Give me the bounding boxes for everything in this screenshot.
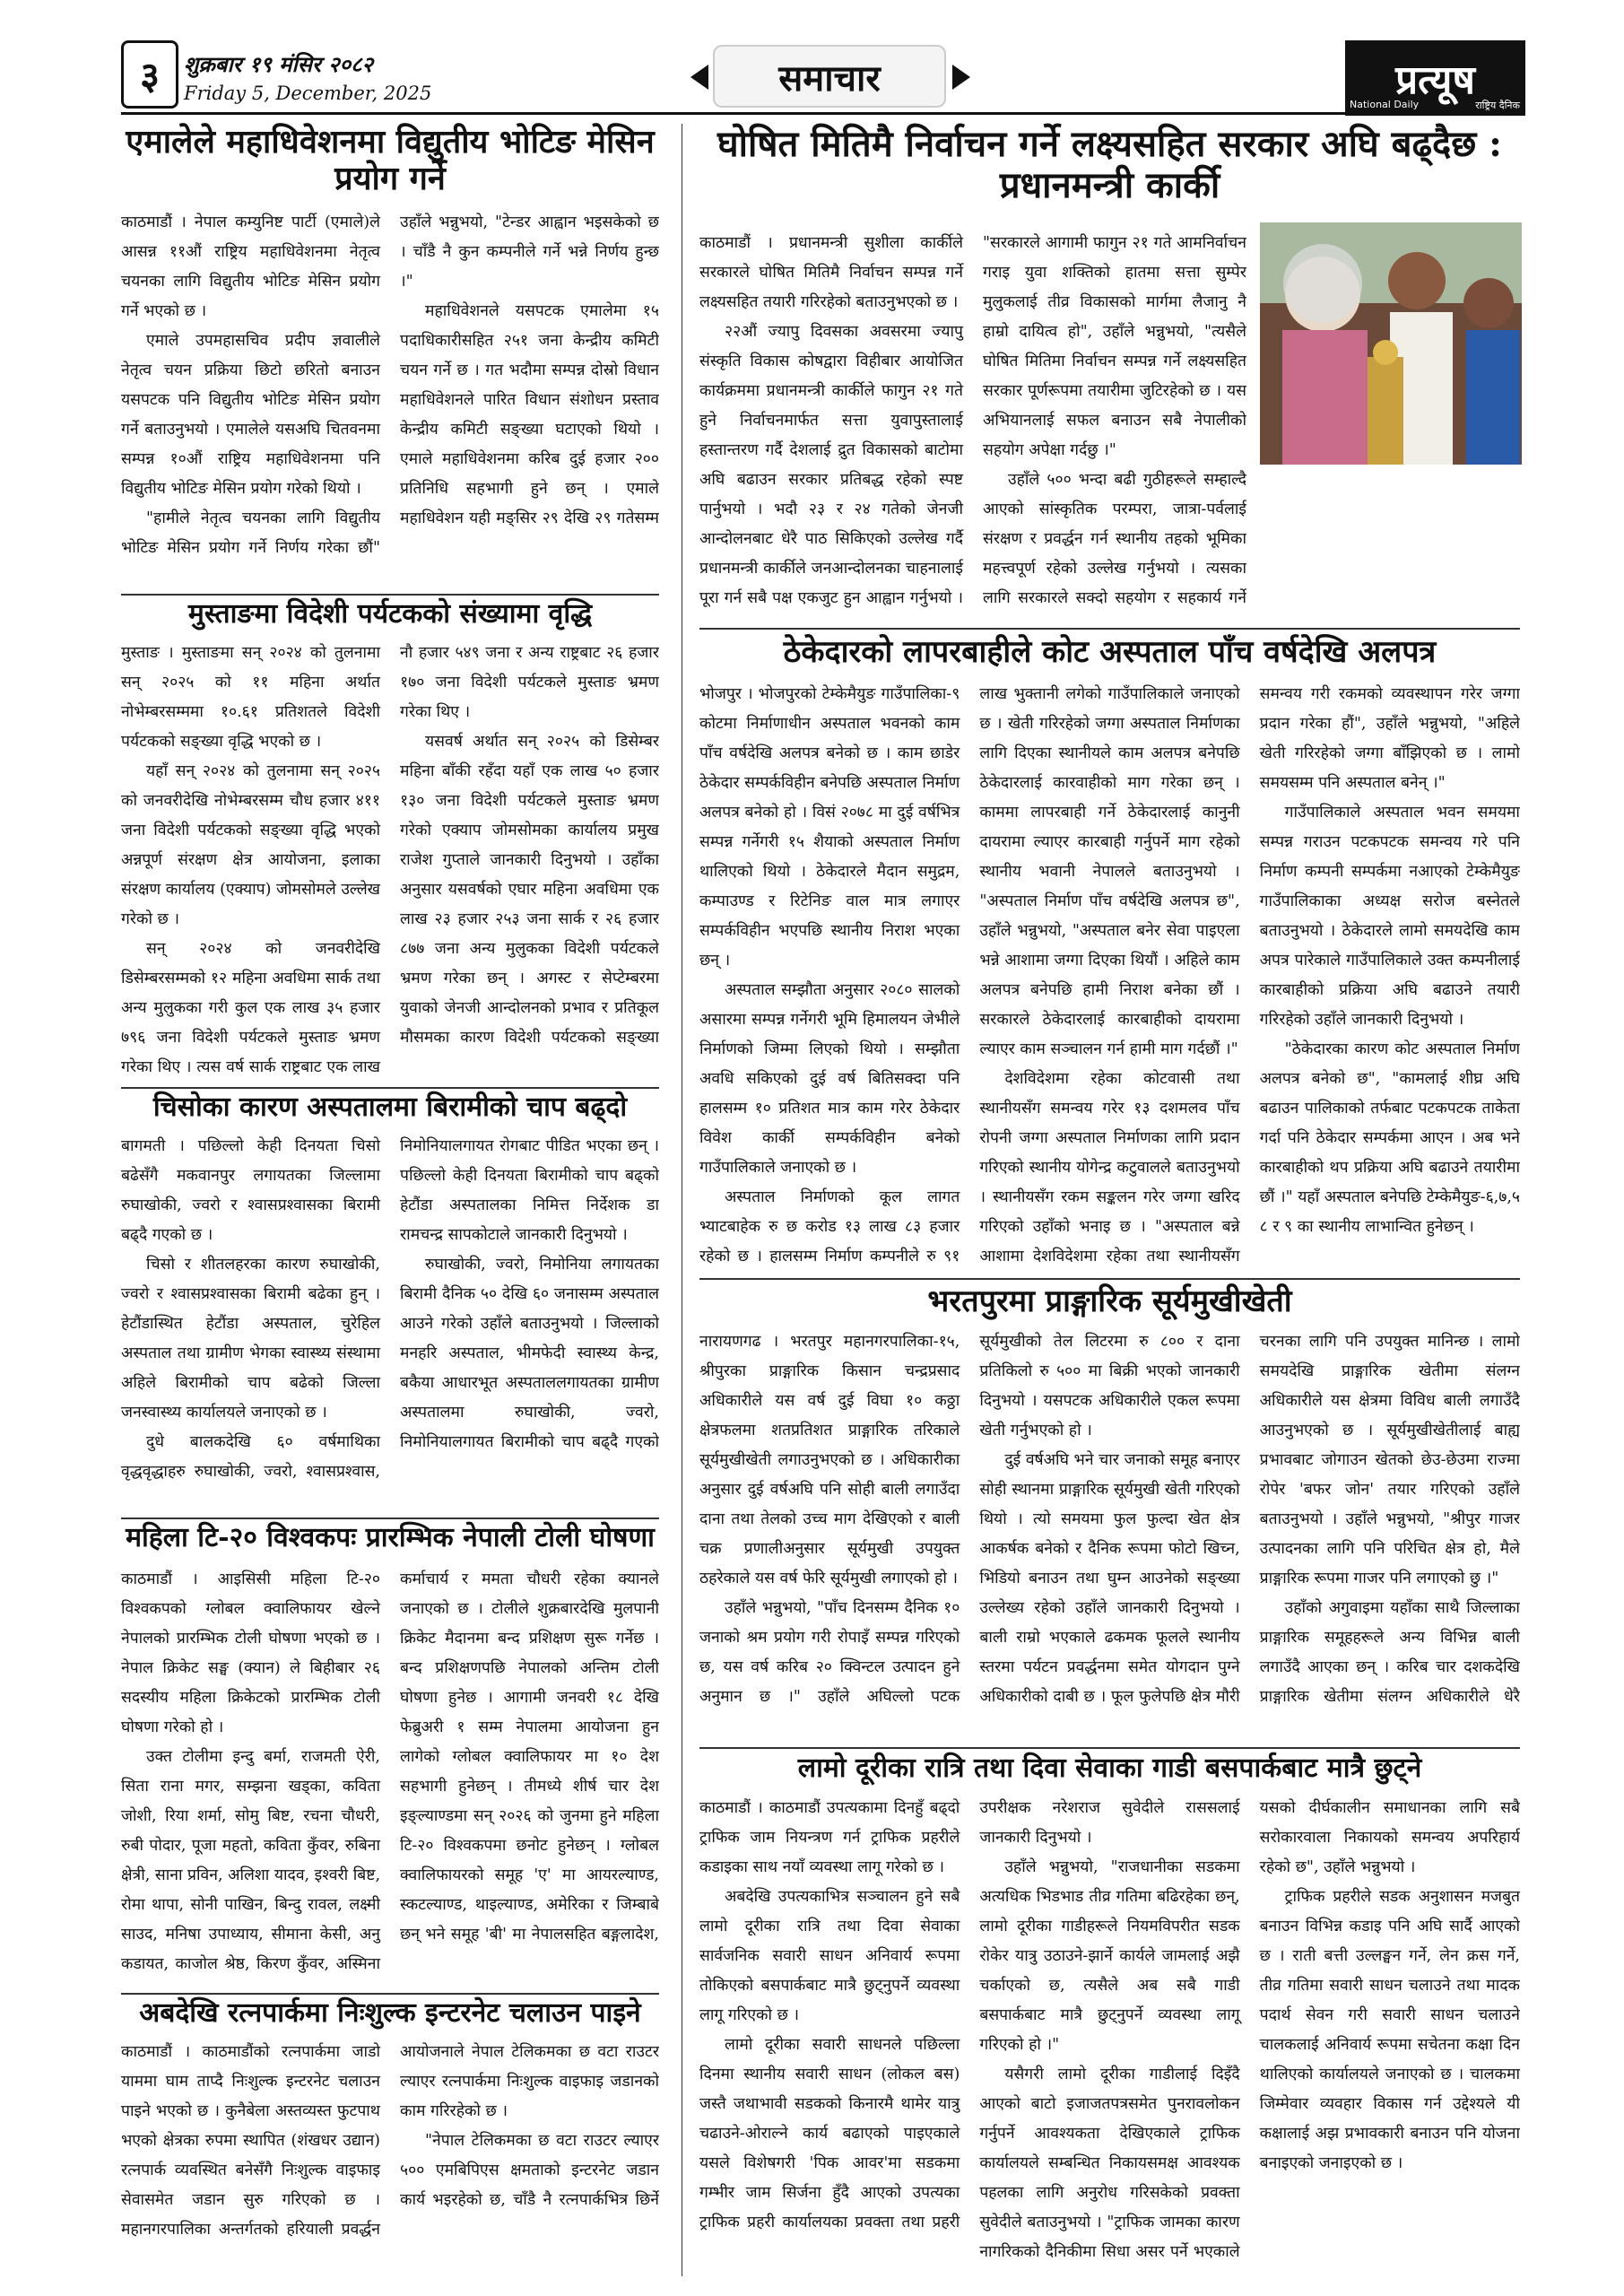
article-internet [121, 2038, 659, 2273]
article-cricket [121, 1565, 659, 1990]
article-paragraph: उहाँले भन्नुभयो, "पाँच दिनसम्म दैनिक १० जनाको श्रम प्रयोग गरी रोपाइँ सम्पन्न गरिएको छ, यस वर्ष करिब २० क्विन्टल उत्पादन हुने अनुमान छ ।" उहाँले अघिल्लो पटक सूर्यमुखीको तेल लिटरमा रु ८०० र दाना प्रतिकिलो रु ५०० मा बिक्री भएको जानकारी दिनुभयो । यसपटक अधिकारीले एकल रूपमा खेती गर्नुभएको हो । [699, 1333, 1240, 1706]
article-paragraph: लामो दूरीका सवारी साधनले पछिल्ला दिनमा स्थानीय सवारी साधन (लोकल बस) जस्तै जथाभावी सडकको किनारमै थामेर यात्रु चढाउने-ओराल्ने कार्य बढाएको पाइएकाले यसले विशेषगरी 'पिक आवर'मा सडकमा गम्भीर जाम सिर्जना हुँदै आएको उपत्यका ट्राफिक प्रहरी कार्यालयका प्रवक्ता तथा प्रहरी उपरीक्षक नरेशराज सुवेदीले राससलाई जानकारी दिनुभयो । [699, 1799, 1240, 2231]
article-contractor [699, 680, 1520, 1272]
arrow-left-icon [690, 65, 708, 90]
headline-contractor: ठेकेदारको लापरबाहीले कोट अस्पताल पाँच वर्षदेखि अलपत्र [783, 634, 1437, 670]
article-paragraph: अस्पताल निर्माणको कूल लागत भ्याटबाहेक रु छ करोड १३ लाख ८३ हजार रहेको छ । हालसम्म निर्माण कम्पनीले रु ९१ लाख भुक्तानी लगेको गाउँपालिकाले जनाएको छ । खेती गरिरहेको जग्गा अस्पताल निर्माणका लागि दिएका स्थानीयले काम अलपत्र बनेपछि ठेकेदारलाई कारवाहीको माग गरेका छन् । काममा लापरबाही गर्ने ठेकेदारलाई कानुनी दायरामा ल्याएर कारबाही गर्नुपर्ने माग रहेको स्थानीय भवानी नेपालले बताउनुभयो । "अस्पताल निर्माण पाँच वर्षदेखि अलपत्र छ", उहाँले भन्नुभयो, "अस्पताल बनेर सेवा पाइएला भन्ने आशामा जग्गा दिएका थियौं । अहिले काम अलपत्र बनेपछि हामी निराश बनेका छौं । सरकारले ठेकेदारलाई कारबाहीको दायरामा ल्याएर काम सञ्चालन गर्न हामी माग गर्दछौं ।" [699, 685, 1240, 1265]
arrow-right-icon [952, 65, 970, 90]
article-hospital-pressure [121, 1132, 659, 1516]
headline-buses: लामो दूरीका रात्रि तथा दिवा सेवाका गाडी बसपार्कबाट मात्रै छुट्ने [797, 1752, 1422, 1784]
article-paragraph: बागमती । पछिल्लो केही दिनयता चिसो बढेसँगै मकवानपुर लगायतका जिल्लामा रुघाखोकी, ज्वरो र श्वासप्रश्वासका बिरामी बढ्दै गएको छ । [121, 1137, 380, 1244]
article-paragraph: यहाँ सन् २०२४ को तुलनामा सन् २०२५ को जनवरीदेखि नोभेम्बरसम्म चौध हजार ४११ जना विदेशी पर्यटकको सङ्ख्या वृद्धि भएको अन्नपूर्ण संरक्षण क्षेत्र आयोजना, इलाका संरक्षण कार्यालय (एक्याप) जोमसोमले उल्लेख गरेको छ । [121, 762, 380, 928]
article-paragraph: काठमाडौं । प्रधानमन्त्री सुशीला कार्कीले सरकारले घोषित मितिमै निर्वाचन सम्पन्न गर्ने लक्ष्यसहित तयारी गरिरहेको बताउनुभएको छ । [699, 234, 963, 311]
article-sunflower [699, 1327, 1520, 1740]
article-paragraph: चिसो र शीतलहरका कारण रुघाखोकी, ज्वरो र श्वासप्रश्वासका बिरामी बढेका हुन् । हेटौंडास्थित हेटौंडा अस्पताल, चुरेहिल अस्पताल तथा ग्रामीण भेगका स्वास्थ्य संस्थामा अहिले बिरामीको चाप बढेको जिल्ला जनस्वास्थ्य कार्यालयले जनाएको छ । [121, 1256, 380, 1422]
headline-tourism: मुस्ताङमा विदेशी पर्यटकको संख्यामा वृद्धि [187, 598, 593, 630]
logo-subtitle [1350, 99, 1520, 112]
article-body [121, 639, 659, 1085]
divider [699, 628, 1520, 630]
article-paragraph: उहाँले ५०० भन्दा बढी गुठीहरूले सम्हाल्दै आएको सांस्कृतिक परम्परा, जात्रा-पर्वलाई संरक्षण र प्रवर्द्धन गर्न स्थानीय तहको भूमिका महत्त्वपूर्ण रहेको उल्लेख गर्नुभयो । त्यसका लागि सरकारले सक्दो सहयोग र सहकार्य गर्ने [983, 471, 1246, 607]
article-paragraph: काठमाडौं । आइसिसी महिला टि-२० विश्वकपको ग्लोबल क्वालिफायर खेल्ने नेपालको प्रारम्भिक टोली घोषणा भएको छ । नेपाल क्रिकेट सङ्घ (क्यान) ले बिहीबार २६ सदस्यीय महिला क्रिकेटको प्रारम्भिक टोली घोषणा गरेको हो । [121, 1570, 380, 1736]
date-nepali: शुक्रबार १९ मंसिर २०८२ [184, 52, 374, 77]
article-body [699, 229, 1246, 623]
date-english: Friday 5, December, 2025 [184, 83, 432, 104]
section-label: समाचार [713, 45, 946, 108]
headline-cricket: महिला टि-२० विश्वकपः प्रारम्भिक नेपाली टोली घोषणा [126, 1522, 655, 1553]
article-paragraph: उक्त टोलीमा इन्दु बर्मा, राजमती ऐरी, सिता राना मगर, सम्झना खड्का, कविता जोशी, रिया शर्मा, सोमु बिष्ट, रचना चौधरी, रुबी पोदार, पूजा महतो, कविता कुँवर, रुबिना क्षेत्री, साना प्रविन, अलिशा यादव, इश्वरी बिष्ट, रोमा थापा, सोनी पाखिन, बिन्दु रावल, लक्ष्मी साउद, मनिषा उपाध्याय, सीमाना केसी, अनु कडायत, काजोल श्रेष्ठ, किरण कुँवर, अस्मिना कर्माचार्य र ममता चौधरी रहेका क्यानले जनाएको छ । टोलीले शुक्रबारदेखि मुलपानी क्रिकेट मैदानमा बन्द प्रशिक्षण सुरू गर्नेछ । बन्द प्रशिक्षणपछि नेपालको अन्तिम टोली घोषणा हुनेछ । आगामी जनवरी १८ देखि फेब्रुअरी १ सम्म नेपालमा आयोजना हुन लागेको ग्लोबल क्वालिफायर मा १० देश सहभागी हुनेछन् । तीमध्ये शीर्ष चार देश इङ्ल्याण्डमा सन् २०२६ को जुनमा हुने महिला टि-२० विश्वकपमा छनोट हुनेछन् । ग्लोबल क्वालिफायरको समूह 'ए' मा आयरल्याण्ड, स्कटल्याण्ड, थाइल्याण्ड, अमेरिका र जिम्बाबे छन् भने समूह 'बी' मा नेपालसहित बङ्गलादेश, [121, 1570, 659, 1973]
article-paragraph: दुई वर्षअघि भने चार जनाको समूह बनाएर सोही स्थानमा प्राङ्गारिक सूर्यमुखी खेती गरिएको थियो । त्यो समयमा फुल फुल्दा खेत क्षेत्र आकर्षक बनेको र दैनिक रूपमा फोटो खिच्न, भिडियो बनाउन तथा घुम्न आउनेको सङ्ख्या उल्लेख्य रहेको उहाँले जानकारी दिनुभयो । बाली राम्रो भएकाले ढकमक फूलले स्थानीय स्तरमा पर्यटन प्रवर्द्धनमा समेत योगदान पुग्ने अधिकारीको दाबी छ । फूल फुलेपछि क्षेत्र मौरी चरनका लागि पनि उपयुक्त मानिन्छ । लामो समयदेखि प्राङ्गारिक खेतीमा संलग्न अधिकारीले यस क्षेत्रमा विविध बाली लगाउँदै आउनुभएको छ । सूर्यमुखीखेतीलाई बाह्य प्रभावबाट जोगाउन खेतको छेउ-छेउमा राज्मा रोपेर 'बफर जोन' तयार गरिएको उहाँले बताउनुभयो । उहाँले भन्नुभयो, "श्रीपुर गाजर उत्पादनका लागि पनि परिचित क्षेत्र हो, मैले प्राङ्गारिक रूपमा गाजर पनि लगाएको छु ।" [979, 1333, 1520, 1706]
article-paragraph: उहाँले भन्नुभयो, "राजधानीका सडकमा अत्यधिक भिडभाड तीव्र गतिमा बढिरहेका छन्, लामो दूरीका गाडीहरूले नियमविपरीत सडक रोकेर यात्रु उठाउने-झार्ने कार्यले जामलाई अझै चर्काएको छ, त्यसैले अब सबै गाडी बसपार्कबाट मात्रै छुट्नुपर्ने व्यवस्था लागू गरिएको हो ।" [979, 1858, 1240, 2054]
headline-internet: अबदेखि रत्नपार्कमा निःशुल्क इन्टरनेट चलाउन पाइने [139, 1997, 641, 2029]
article-voting [121, 208, 659, 592]
article-paragraph: अबदेखि उपत्यकाभित्र सञ्चालन हुने सबै लामो दूरीका रात्रि तथा दिवा सेवाका सार्वजनिक सवारी साधन अनिवार्य रूपमा तोकिएको बसपार्कबाट मात्रै छुट्नुपर्ने व्यवस्था लागू गरिएको छ । [699, 1888, 960, 2024]
divider [699, 1278, 1520, 1280]
article-paragraph: नारायणगढ । भरतपुर महानगरपालिका-१५, श्रीपुरका प्राङ्गारिक किसान चन्द्रप्रसाद अधिकारीले यस वर्ष दुई विघा १० कठ्ठा क्षेत्रफलमा शतप्रतिशत प्राङ्गारिक तरिकाले सूर्यमुखीखेती लगाउनुभएको छ । अधिकारीका अनुसार दुई वर्षअघि पनि सोही बाली लगाउँदा दाना तथा तेलको उच्च माग देखिएको र बाली चक्र प्रणालीअनुसार सूर्यमुखी उपयुक्त ठहरेकाले यस वर्ष फेरि सूर्यमुखी लगाएको हो । [699, 1333, 960, 1587]
article-buses [699, 1794, 1520, 2273]
article-paragraph: यसवर्ष अर्थात सन् २०२५ को डिसेम्बर महिना बाँकी रहँदा यहाँ एक लाख ५० हजार १३० जना विदेशी पर्यटकले मुस्ताङ भ्रमण गरेको एक्याप जोमसोमका कार्यालय प्रमुख राजेश गुप्ताले जानकारी दिनुभयो । उहाँका अनुसार यसवर्षको एघार महिना अवधिमा एक लाख २३ हजार २५३ जना सार्क र २६ हजार ८७७ जना अन्य मुलुकका विदेशी पर्यटकले भ्रमण गरेका छन् । अगस्ट र सेप्टेम्बरमा युवाको जेनजी आन्दोलनको प्रभाव र प्रतिकूल मौसमका कारण विदेशी पर्यटकको सङ्ख्या [400, 733, 659, 1047]
article-paragraph: महाधिवेशनले यसपटक एमालेमा १५ पदाधिकारीसहित २५१ जना केन्द्रीय कमिटी चयन गर्ने छ । गत भदौमा सम्पन्न दोस्रो विधान महाधिवेशनले पारित विधान संशोधन प्रस्ताव केन्द्रीय कमिटी सङ्ख्या घटाएको थियो । एमाले महाधिवेशनमा करिब दुई हजार २०० प्रतिनिधि सहभागी हुने छन् । एमाले महाधिवेशन यही मङ्सिर २९ देखि २९ गतेसम्म [400, 302, 659, 527]
article-body [121, 208, 659, 592]
article-body [121, 1132, 659, 1516]
article-paragraph: काठमाडौं । नेपाल कम्युनिष्ट पार्टी (एमाले)ले आसन्न ११औं राष्ट्रिय महाधिवेशनमा नेतृत्व चयनका लागि विद्युतीय भोटिङ मेसिन प्रयोग गर्ने भएको छ । [121, 213, 380, 320]
article-paragraph: २२औं ज्यापु दिवसका अवसरमा ज्यापु संस्कृति विकास कोषद्वारा विहीबार आयोजित कार्यक्रममा प्रधानमन्त्री कार्कीले फागुन २१ गते हुने निर्वाचनमार्फत सत्ता युवापुस्तालाई हस्तान्तरण गर्दै देशलाई द्रुत विकासको बाटोमा अघि बढाउन सरकार प्रतिबद्ध रहेको स्पष्ट पार्नुभयो । भदौ २३ र २४ गतेको जेनजी आन्दोलनबाट धेरै पाठ सिकिएको उल्लेख गर्दै प्रधानमन्त्री कार्कीले जनआन्दोलनका चाहनालाई पूरा गर्न सबै पक्ष एकजुट हुन आह्वान गर्नुभयो । "सरकारले आगामी फागुन २१ गते आमनिर्वाचन गराइ युवा शक्तिको हातमा सत्ता सुम्पेर मुलुकलाई तीव्र विकासको मार्गमा लैजानु नै हाम्रो दायित्व हो", उहाँले भन्नुभयो, "त्यसैले घोषित मितिमा निर्वाचन सम्पन्न गर्ने लक्ष्यसहित सरकार पूर्णरूपमा तयारीमा जुटिरहेको छ । यस अभियानलाई सफल बनाउन सबै नेपालीको सहयोग अपेक्षा गर्दछु ।" [699, 234, 1246, 607]
header-rule [121, 112, 1520, 115]
article-paragraph: काठमाडौं । काठमाडौं उपत्यकामा दिनहुँ बढ्दो ट्राफिक जाम नियन्त्रण गर्न ट्राफिक प्रहरीले कडाइका साथ नयाँ व्यवस्था लागू गरेको छ । [699, 1799, 960, 1876]
logo-text: प्रत्यूष [1395, 57, 1475, 103]
article-paragraph: रुघाखोकी, ज्वरो, निमोनिया लगायतका बिरामी दैनिक ५० देखि ६० जनासम्म अस्पताल आउने गरेको उहाँले बताउनुभयो । जिल्लाको मनहरि अस्पताल, भीमफेदी स्वास्थ्य केन्द्र, बकैया आधारभूत अस्पताललगायतका ग्रामीण अस्पतालमा रुघाखोकी, ज्वरो, निमोनियालगायत बिरामीको चाप बढ्दै गएको [400, 1256, 659, 1451]
article-paragraph: गाउँपालिकाले अस्पताल भवन समयमा सम्पन्न गराउन पटकपटक समन्वय गरे पनि निर्माण कम्पनी सम्पर्कमा नआएको टेम्केमैयुङ गाउँपालिकाका अध्यक्ष सरोज बस्नेतले बताउनुभयो । ठेकेदारले लामो समयदेखि काम अपत्र पारेकाले गाउँपालिकाले उक्त कम्पनीलाई कारबाहीको प्रक्रिया अघि बढाउने तयारी गरिरहेको उहाँले जानकारी दिनुभयो । [1259, 804, 1520, 1029]
article-body [699, 1794, 1520, 2273]
article-paragraph: ट्राफिक प्रहरीले सडक अनुशासन मजबुत बनाउन विभिन्न कडाइ पनि अघि सार्दै आएको छ । राती बत्ती उल्लङ्घन गर्ने, लेन क्रस गर्ने, तीव्र गतिमा सवारी साधन चलाउने तथा मादक पदार्थ सेवन गरी सवारी साधन चलाउने चालकलाई अनिवार्य रूपमा सचेतना कक्षा दिन थालिएको कार्यालयले जनाएको छ । चालकमा जिम्मेवार व्यवहार विकास गर्न उद्देश्यले यी कक्षालाई अझ प्रभावकारी बनाउन पनि योजना बनाइएको जनाइएको छ । [1259, 1888, 1520, 2172]
divider [699, 1747, 1520, 1749]
divider [121, 1518, 659, 1519]
article-paragraph: सन् २०२४ को जनवरीदेखि डिसेम्बरसम्मको १२ महिना अवधिमा सार्क तथा अन्य मुलुकका गरी कुल एक लाख ३५ हजार ७९६ जना विदेशी पर्यटकले मुस्ताङ भ्रमण गरेका थिए । त्यस वर्ष सार्क राष्ट्रबाट एक लाख नौ हजार ५४९ जना र अन्य राष्ट्रबाट २६ हजार १७० जना विदेशी पर्यटकले मुस्ताङ भ्रमण गरेका थिए । [121, 644, 659, 1076]
headline-sunflower: भरतपुरमा प्राङ्गारिक सूर्यमुखीखेती [927, 1283, 1292, 1319]
divider [121, 1087, 659, 1089]
article-paragraph: अस्पताल सम्झौता अनुसार २०८० सालको असारमा सम्पन्न गर्नेगरी भूमि हिमालयन जेभीले निर्माणको जिम्मा लिएको थियो । सम्झौता अवधि सकिएको दुई वर्ष बितिसक्दा पनि हालसम्म १० प्रतिशत मात्र काम गरेर ठेकेदार विवेश कार्की सम्पर्कविहीन बनेको गाउँपालिकाले जनाएको छ । [699, 981, 960, 1177]
headline-voting: एमालेले महाधिवेशनमा विद्युतीय भोटिङ मेसिन प्रयोग गर्ने [126, 123, 655, 198]
pm-photo [1260, 222, 1522, 465]
article-paragraph: मुस्ताङ । मुस्ताङमा सन् २०२४ को तुलनामा सन् २०२५ को ११ महिना अर्थात नोभेम्बरसम्ममा १०.६१ प्रतिशतले विदेशी पर्यटकको सङ्ख्या वृद्धि भएको छ । [121, 644, 380, 751]
article-body [121, 2038, 659, 2273]
divider [121, 594, 659, 596]
logo-sub-np: राष्ट्रिय दैनिक [1475, 100, 1520, 111]
logo-sub-en: National Daily [1350, 99, 1420, 110]
article-election [699, 229, 1246, 623]
article-paragraph: भोजपुर । भोजपुरको टेम्केमैयुङ गाउँपालिका-९ कोटमा निर्माणाधीन अस्पताल भवनको काम पाँच वर्षदेखि अलपत्र बनेको छ । काम छाडेर ठेकेदार सम्पर्कविहीन बनेपछि अस्पताल निर्माण अलपत्र बनेको हो । विसं २०७८ मा दुई वर्षभित्र सम्पन्न गर्नेगरी १५ शैयाको अस्पताल निर्माण थालिएको थियो । ठेकेदारले मैदान समुद्रम, कम्पाउण्ड र रिटेनिङ वाल मात्र लगाएर सम्पर्कविहीन भएपछि स्थानीय निराश भएका छन् । [699, 685, 960, 970]
article-paragraph: काठमाडौं । काठमाडौंको रत्नपार्कमा जाडो याममा घाम ताप्दै निःशुल्क इन्टरनेट चलाउन पाइने भएको छ । कुनैबेला अस्तव्यस्त फुटपाथ भएको क्षेत्रका रुपमा स्थापित (शंखधर उद्यान) रत्नपार्क व्यवस्थित बनेसँगै निःशुल्क वाइफाइ सेवासमेत जडान सुरु गरिएको छ । महानगरपालिका अन्तर्गतको हरियाली प्रवर्द्धन आयोजनाले नेपाल टेलिकमका छ वटा राउटर ल्याएर रत्नपार्कमा निःशुल्क वाइफाइ जडानको काम गरिरहेको छ । [121, 2043, 659, 2239]
article-paragraph: उहाँको अगुवाइमा यहाँका साथै जिल्लाका प्राङ्गारिक समूहहरूले अन्य विभिन्न बाली लगाउँदै आएका छन् । करिब चार दशकदेखि प्राङ्गारिक खेतीमा संलग्न अधिकारीले धेरै [1259, 1599, 1520, 1706]
headline-election: घोषित मितिमै निर्वाचन गर्ने लक्ष्यसहित सरकार अघि बढ्दैछ : प्रधानमन्त्री कार्की [717, 123, 1502, 206]
article-paragraph: "ठेकेदारका कारण कोट अस्पताल निर्माण अलपत्र बनेको छ", "कामलाई शीघ्र अघि बढाउन पालिकाको तर्फबाट पटकपटक ताकेता गर्दा पनि ठेकेदार सम्पर्कमा आएन । अब भने कारबाहीको थप प्रक्रिया अघि बढाउने तयारीमा छौं ।" यहाँ अस्पताल बनेपछि टेम्केमैयुङ-६,७,५ ८ र ९ का स्थानीय लाभान्वित हुनेछन् । [1259, 1040, 1520, 1236]
article-paragraph: देशविदेशमा रहेका कोटवासी तथा स्थानीयसँग समन्वय गरेर १३ दशमलव पाँच रोपनी जग्गा अस्पताल निर्माणका लागि प्रदान गरिएको स्थानीय योगेन्द्र कटुवालले बताउनुभयो । स्थानीयसँग रकम सङ्कलन गरेर जग्गा खरिद गरिएको उहाँको भनाइ छ । "अस्पताल बन्ने आशामा देशविदेशमा रहेका तथा स्थानीयसँग समन्वय गरी रकमको व्यवस्थापन गरेर जग्गा प्रदान गरेका हौं", उहाँले भन्नुभयो, "अहिले खेती गरिरहेको जग्गा बाँझिएको छ । लामो समयसम्म पनि अस्पताल बनेन् ।" [979, 685, 1520, 1265]
article-paragraph: एमाले उपमहासचिव प्रदीप ज्ञवालीले नेतृत्व चयन प्रक्रिया छिटो छरितो बनाउन यसपटक पनि विद्युतीय भोटिङ मेसिन प्रयोग गर्ने बताउनुभयो । एमालेले यसअघि चितवनमा सम्पन्न १०औं राष्ट्रिय महाधिवेशनमा पनि विद्युतीय भोटिङ मेसिन प्रयोग गरेको थियो । [121, 332, 380, 498]
article-paragraph: दुधे बालकदेखि ६० वर्षमाथिका वृद्धवृद्धाहरु रुघाखोकी, ज्वरो, श्वासप्रश्वास, निमोनियालगायत रोगबाट पीडित भएका छन् । पछिल्लो केही दिनयता बिरामीको चाप बढ्को हेटौंडा अस्पतालका निमित्त निर्देशक डा रामचन्द्र सापकोटाले जानकारी दिनुभयो । [121, 1137, 659, 1481]
page-number: ३ [121, 40, 178, 109]
article-body [699, 1327, 1520, 1740]
article-tourism [121, 639, 659, 1085]
article-body [699, 680, 1520, 1272]
article-body [121, 1565, 659, 1990]
article-paragraph: "नेपाल टेलिकमका छ वटा राउटर ल्याएर ५०० एमबिपिएस क्षमताको इन्टरनेट जडान कार्य भइरहेको छ, चाँडै नै रत्नपार्कभित्र छिर्ने [400, 2132, 659, 2209]
article-paragraph: "हामीले नेतृत्व चयनका लागि विद्युतीय भोटिङ मेसिन प्रयोग गर्ने निर्णय गरेका छौं" उहाँले भन्नुभयो, "टेन्डर आह्वान भइसकेको छ । चाँडै नै कुन कम्पनीले गर्ने भन्ने निर्णय हुन्छ ।" [121, 213, 659, 557]
divider [121, 1993, 659, 1995]
article-paragraph: यसैगरी लामो दूरीका गाडीलाई दिइँदै आएको बाटो इजाजतपत्रसमेत पुनरावलोकन गर्नुपर्ने आवश्यकता देखिएकाले ट्राफिक कार्यालयले सम्बन्धित निकायसमक्ष आवश्यक पहलका लागि अनुरोध गरिसकेको प्रवक्ता सुवेदीले बताउनुभयो । "ट्राफिक जामका कारण नागरिकको दैनिकीमा सिधा असर पर्ने भएकाले यसको दीर्घकालीन समाधानका लागि सबै सरोकारवाला निकायको समन्वय अपरिहार्य रहेको छ", उहाँले भन्नुभयो । [979, 1799, 1520, 2261]
headline-hospital-pressure: चिसोका कारण अस्पतालमा बिरामीको चाप बढ्दो [152, 1091, 628, 1123]
